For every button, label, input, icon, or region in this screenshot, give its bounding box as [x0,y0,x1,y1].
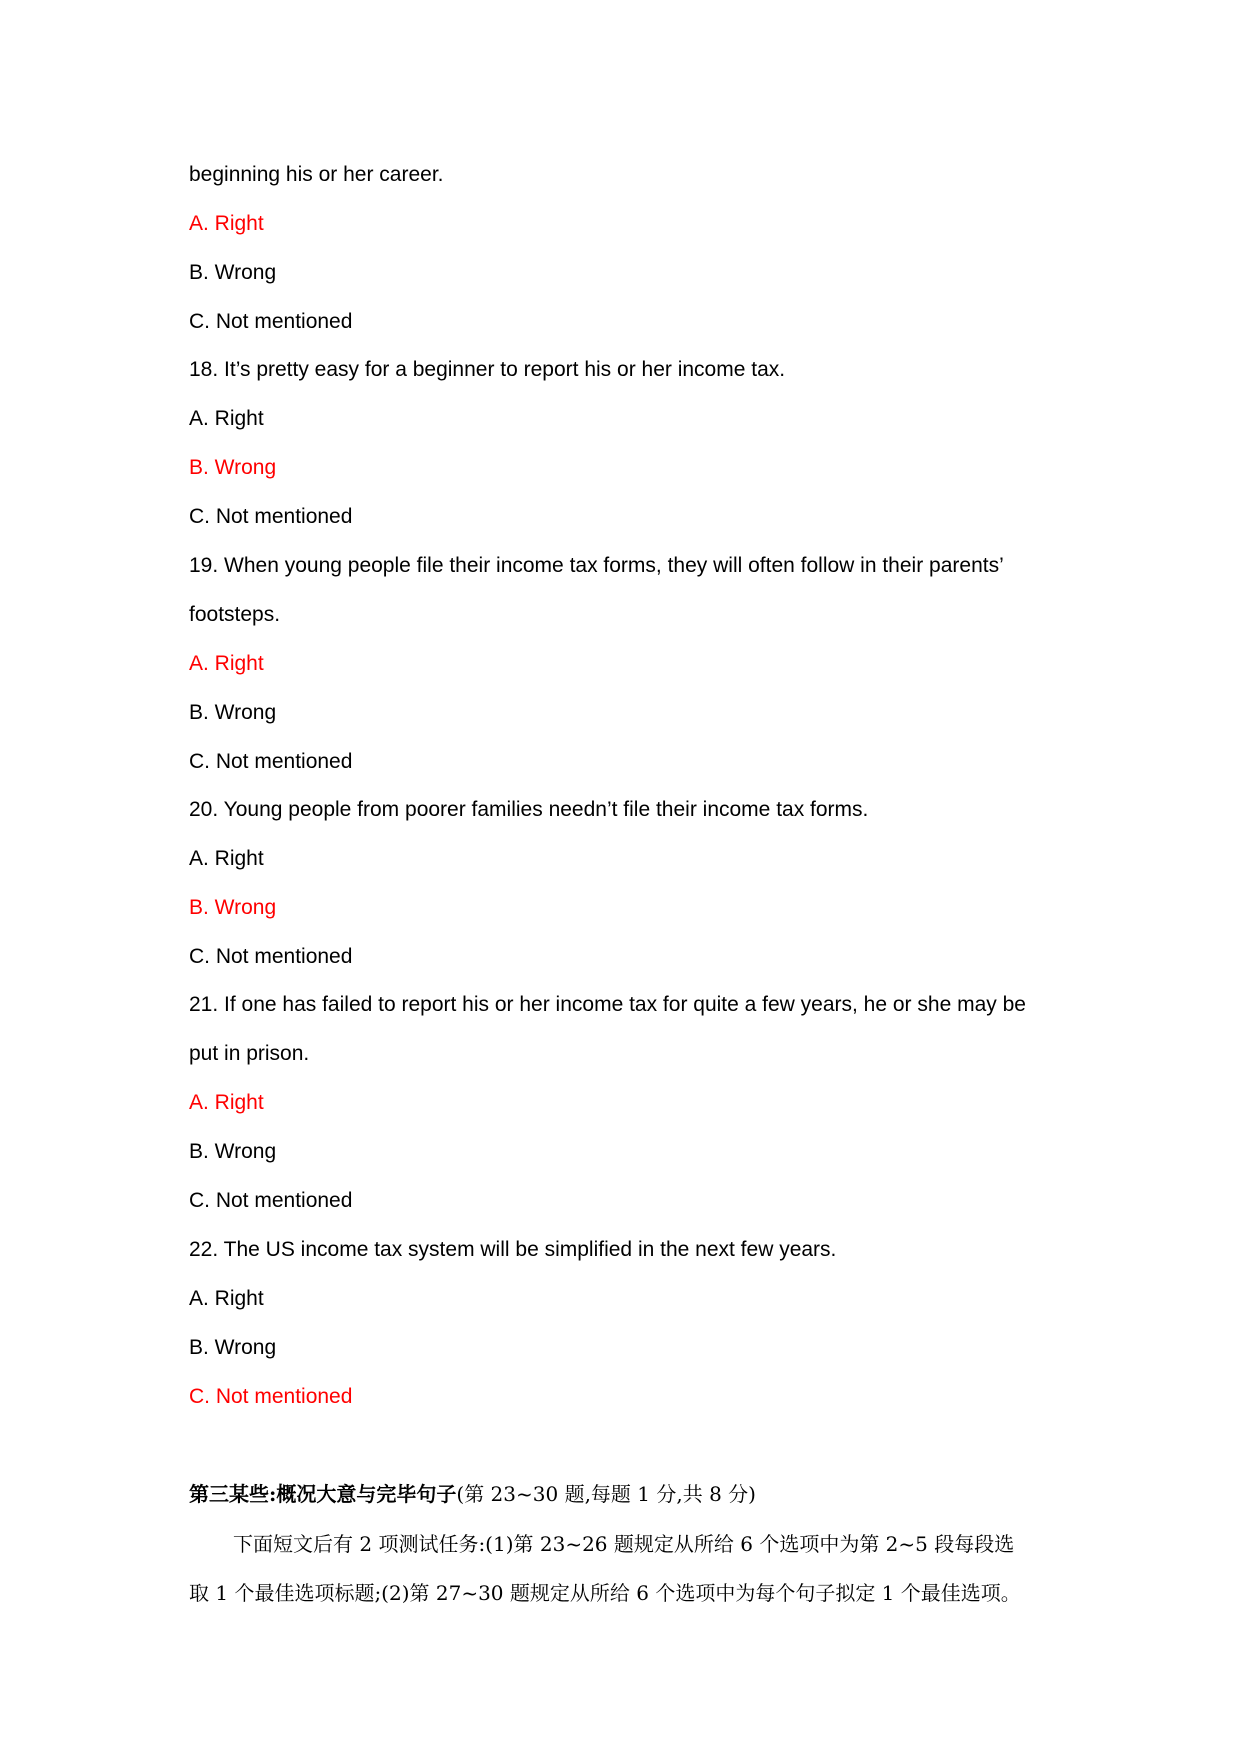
section-3-title-bold: 第三某些:概况大意与完毕句子 [189,1482,457,1506]
q19-option-c: C. Not mentioned [189,750,353,773]
q21-option-a: A. Right [189,1091,264,1114]
section-3-title [189,1480,756,1508]
question-21-line2: put in prison. [189,1042,310,1065]
q20-option-b: B. Wrong [189,896,277,919]
question-21-line1: 21. If one has failed to report his or her income tax for quite a few years, he or she may be [189,993,1026,1016]
q18-option-a: A. Right [189,407,264,430]
section-3-title-rest: (第 23~30 题,每题 1 分,共 8 分) [456,1482,756,1506]
q17-option-c: C. Not mentioned [189,310,353,333]
question-17-continuation: beginning his or her career. [189,163,444,186]
q18-option-c: C. Not mentioned [189,505,353,528]
question-19-line1: 19. When young people file their income tax forms, they will often follow in their parents’ [189,554,1004,577]
question-20: 20. Young people from poorer families needn’t file their income tax forms. [189,798,869,821]
q17-option-a: A. Right [189,212,264,235]
q19-option-b: B. Wrong [189,701,277,724]
section-3-instruction-line2: 取 1 个最佳选项标题;(2)第 27~30 题规定从所给 6 个选项中为每个句子拟定 1 个最佳选项。 [189,1581,1021,1605]
section-3-instruction-line1: 下面短文后有 2 项测试任务:(1)第 23~26 题规定从所给 6 个选项中为第 2~5 段每段选 [233,1532,1015,1556]
q17-option-b: B. Wrong [189,261,277,284]
q21-option-b: B. Wrong [189,1140,277,1163]
question-19-line2: footsteps. [189,603,281,626]
q20-option-a: A. Right [189,847,264,870]
q22-option-a: A. Right [189,1287,264,1310]
q19-option-a: A. Right [189,652,264,675]
q22-option-b: B. Wrong [189,1336,277,1359]
question-22: 22. The US income tax system will be simplified in the next few years. [189,1238,837,1261]
q20-option-c: C. Not mentioned [189,945,353,968]
q22-option-c: C. Not mentioned [189,1385,353,1408]
q18-option-b: B. Wrong [189,456,277,479]
question-18: 18. It’s pretty easy for a beginner to report his or her income tax. [189,358,786,381]
q21-option-c: C. Not mentioned [189,1189,353,1212]
